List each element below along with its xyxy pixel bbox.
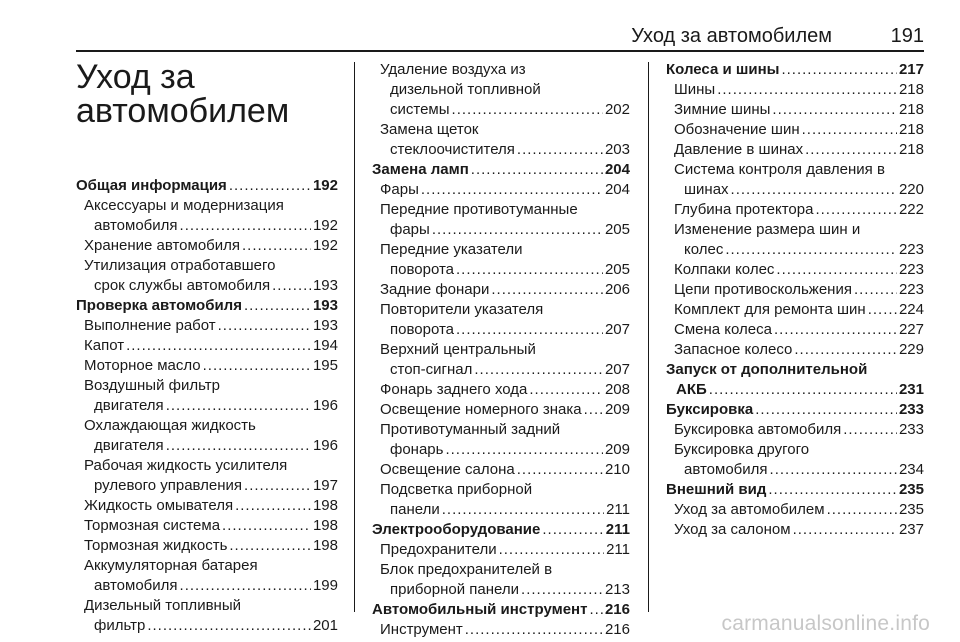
toc-entry-title-line: Тормозная система (84, 517, 221, 534)
dot-leader (854, 280, 897, 300)
toc-page-number: 204 (604, 161, 630, 178)
toc-subsection-entry[interactable] (666, 120, 924, 140)
toc-entry-title-line: Жидкость омывателя (84, 497, 234, 514)
toc-section-entry[interactable] (76, 296, 338, 316)
toc-entry-title-line: Глубина протектора (674, 201, 814, 218)
toc-subsection-entry[interactable] (76, 356, 338, 376)
header-section-title: Уход за автомобилем (631, 25, 832, 47)
dot-leader (126, 336, 311, 356)
chapter-title-line: автомобилем (76, 92, 290, 130)
toc-page-number: 216 (604, 621, 630, 638)
toc-subsection-entry[interactable] (666, 260, 924, 280)
toc-subsection-entry[interactable] (666, 100, 924, 120)
toc-entry-title-line: Выполнение работ (84, 317, 216, 334)
toc-section-entry[interactable] (666, 60, 924, 80)
toc-entry-title-line: Шины (674, 81, 716, 98)
dot-leader (445, 440, 603, 460)
toc-subsection-entry[interactable] (372, 460, 630, 480)
toc-subsection-entry[interactable] (666, 80, 924, 100)
toc-section-entry[interactable] (372, 160, 630, 180)
toc-page-number: 198 (312, 497, 338, 514)
toc-entry-title-line: Рабочая жидкость усилителя (84, 457, 288, 474)
toc-page-number: 211 (606, 541, 630, 558)
toc-subsection-entry[interactable] (372, 380, 630, 400)
dot-leader (456, 260, 603, 280)
dot-leader (776, 260, 897, 280)
toc-subsection-entry[interactable] (666, 280, 924, 300)
toc-entry-title-line: стоп-сигнал (390, 361, 473, 378)
dot-leader (793, 520, 897, 540)
toc-subsection-entry[interactable] (372, 60, 630, 120)
toc-entry-title-line: Буксировка (666, 401, 754, 418)
toc-entry-title-line: Верхний центральный (380, 341, 536, 358)
toc-entry-title-line: дизельной топливной (390, 81, 541, 98)
toc-page-number: 193 (312, 277, 338, 294)
toc-subsection-entry[interactable] (372, 280, 630, 300)
toc-list (76, 176, 338, 636)
toc-page-number: 235 (898, 481, 924, 498)
toc-entry-title-line: Дизельный топливный (84, 597, 241, 614)
toc-page-number: 194 (312, 337, 338, 354)
toc-entry-title-line: фонарь (390, 441, 444, 458)
toc-entry-title-line: двигателя (94, 397, 164, 414)
dot-leader (529, 380, 603, 400)
dot-leader (166, 396, 311, 416)
toc-entry-title-line: Воздушный фильтр (84, 377, 220, 394)
dot-leader (166, 436, 311, 456)
dot-leader (218, 316, 311, 336)
toc-subsection-entry[interactable] (76, 196, 338, 236)
dot-leader (781, 60, 897, 80)
toc-page-number: 213 (604, 581, 630, 598)
toc-entry-title-line: Система контроля давления в (674, 161, 885, 178)
toc-entry-title-line: панели (390, 501, 440, 518)
column-divider (354, 62, 355, 612)
dot-leader (774, 320, 897, 340)
toc-page-number: 237 (898, 521, 924, 538)
toc-page-number: 199 (312, 577, 338, 594)
toc-entry-title-line: Хранение автомобиля (84, 237, 241, 254)
dot-leader (768, 480, 897, 500)
toc-page-number: 220 (898, 181, 924, 198)
dot-leader (229, 536, 311, 556)
toc-section-entry[interactable] (666, 400, 924, 420)
toc-subsection-entry[interactable] (372, 400, 630, 420)
toc-entry-title-line: Обозначение шин (674, 121, 800, 138)
toc-entry-title-line: Цепи противоскольжения (674, 281, 852, 298)
toc-entry-title-line: Инструмент (380, 621, 463, 638)
toc-page-number: 211 (606, 501, 630, 518)
toc-subsection-entry[interactable] (76, 376, 338, 416)
toc-subsection-entry[interactable] (372, 540, 630, 560)
toc-page-number: 198 (312, 537, 338, 554)
chapter-title-line: Уход за (76, 58, 195, 96)
toc-page-number: 223 (898, 241, 924, 258)
toc-entry-title-line: двигателя (94, 437, 164, 454)
toc-subsection-entry[interactable] (372, 560, 630, 600)
toc-page-number: 196 (312, 397, 338, 414)
toc-section-entry[interactable] (666, 480, 924, 500)
toc-entry-title-line: Замена щеток (380, 121, 479, 138)
toc-page-number: 227 (898, 321, 924, 338)
toc-subsection-entry[interactable] (372, 480, 630, 520)
toc-entry-title-line: поворота (390, 261, 455, 278)
toc-page-number: 218 (898, 141, 924, 158)
toc-entry-title-line: Передние противотуманные (380, 201, 578, 218)
toc-subsection-entry[interactable] (666, 440, 924, 480)
toc-entry-title-line: рулевого управления (94, 477, 243, 494)
toc-subsection-entry[interactable] (372, 340, 630, 380)
toc-entry-title-line: Внешний вид (666, 481, 767, 498)
toc-column-1 (76, 60, 338, 636)
toc-page-number: 193 (312, 297, 338, 314)
toc-subsection-entry[interactable] (666, 160, 924, 200)
dot-leader (491, 280, 603, 300)
dot-leader (452, 100, 603, 120)
toc-entry-title-line: Фонарь заднего хода (380, 381, 528, 398)
toc-entry-title-line: Освещение номерного знака (380, 401, 582, 418)
toc-entry-title-line: приборной панели (390, 581, 520, 598)
toc-page-number: 217 (898, 61, 924, 78)
toc-page-number: 235 (898, 501, 924, 518)
toc-entry-title-line: Колпаки колес (674, 261, 775, 278)
toc-subsection-entry[interactable] (76, 556, 338, 596)
toc-page-number: 223 (898, 261, 924, 278)
toc-section-entry[interactable] (76, 176, 338, 196)
dot-leader (843, 420, 897, 440)
toc-entry-title-line: стеклоочистителя (390, 141, 515, 158)
toc-section-entry[interactable] (666, 360, 924, 400)
dot-leader (517, 140, 603, 160)
toc-entry-title-line: Освещение салона (380, 461, 515, 478)
toc-entry-title-line: фары (390, 221, 430, 238)
toc-subsection-entry[interactable] (666, 340, 924, 360)
toc-entry-title-line: Смена колеса (674, 321, 772, 338)
toc-entry-title-line: Удаление воздуха из (380, 61, 526, 78)
toc-entry-title-line: Уход за салоном (674, 521, 791, 538)
toc-page-number: 202 (604, 101, 630, 118)
dot-leader (815, 200, 897, 220)
dot-leader (180, 216, 311, 236)
toc-subsection-entry[interactable] (372, 240, 630, 280)
dot-leader (432, 220, 603, 240)
toc-page-number: 229 (898, 341, 924, 358)
toc-entry-title-line: Фары (380, 181, 419, 198)
toc-subsection-entry[interactable] (372, 200, 630, 240)
dot-leader (517, 460, 603, 480)
toc-entry-title-line: поворота (390, 321, 455, 338)
dot-leader (584, 400, 603, 420)
toc-entry-title-line: Буксировка другого (674, 441, 810, 458)
toc-page-number: 196 (312, 437, 338, 454)
toc-entry-title-line: Тормозная жидкость (84, 537, 228, 554)
toc-page-number: 207 (604, 361, 630, 378)
toc-entry-title-line: АКБ (676, 381, 707, 398)
toc-page-number: 222 (898, 201, 924, 218)
toc-entry-title-line: Общая информация (76, 177, 227, 194)
toc-column-2 (372, 60, 630, 640)
toc-page-number: 203 (604, 141, 630, 158)
toc-entry-title-line: шинах (684, 181, 729, 198)
dot-leader (770, 460, 897, 480)
toc-page-number: 224 (898, 301, 924, 318)
dot-leader (474, 360, 603, 380)
dot-leader (827, 500, 897, 520)
toc-page-number: 233 (898, 421, 924, 438)
dot-leader (542, 520, 603, 540)
toc-entry-title-line: Моторное масло (84, 357, 201, 374)
toc-subsection-entry[interactable] (76, 256, 338, 296)
toc-section-entry[interactable] (372, 520, 630, 540)
column-divider (648, 62, 649, 612)
toc-entry-title-line: автомобиля (684, 461, 768, 478)
toc-subsection-entry[interactable] (76, 496, 338, 516)
toc-entry-title-line: Подсветка приборной (380, 481, 533, 498)
toc-subsection-entry[interactable] (76, 336, 338, 356)
toc-entry-title-line: Передние указатели (380, 241, 523, 258)
toc-entry-title-line: Аксессуары и модернизация (84, 197, 284, 214)
toc-entry-title-line: Проверка автомобиля (76, 297, 242, 314)
running-header (76, 0, 924, 52)
toc-entry-title-line: Охлаждающая жидкость (84, 417, 256, 434)
toc-entry-title-line: Буксировка автомобиля (674, 421, 842, 438)
toc-entry-title-line: Зимние шины (674, 101, 771, 118)
dot-leader (272, 276, 311, 296)
toc-list (666, 60, 924, 540)
toc-subsection-entry[interactable] (372, 120, 630, 160)
toc-page-number: 197 (312, 477, 338, 494)
toc-subsection-entry[interactable] (76, 316, 338, 336)
toc-page-number: 218 (898, 121, 924, 138)
toc-subsection-entry[interactable] (666, 520, 924, 540)
toc-subsection-entry[interactable] (666, 140, 924, 160)
toc-entry-title-line: фильтр (94, 617, 146, 634)
toc-entry-title-line: Противотуманный задний (380, 421, 561, 438)
toc-subsection-entry[interactable] (372, 180, 630, 200)
toc-page-number: 218 (898, 81, 924, 98)
dot-leader (222, 516, 311, 536)
dot-leader (442, 500, 604, 520)
toc-section-entry[interactable] (372, 600, 630, 620)
toc-subsection-entry[interactable] (372, 300, 630, 340)
toc-entry-title-line: Замена ламп (372, 161, 469, 178)
toc-entry-title-line: Запуск от дополнительной (666, 361, 868, 378)
toc-column-3 (666, 60, 924, 540)
chapter-title (76, 60, 338, 176)
toc-entry-title-line: Комплект для ремонта шин (674, 301, 866, 318)
toc-entry-title-line: Утилизация отработавшего (84, 257, 276, 274)
toc-entry-title-line: Капот (84, 337, 125, 354)
dot-leader (717, 80, 897, 100)
toc-subsection-entry[interactable] (76, 596, 338, 636)
dot-leader (465, 620, 603, 640)
toc-page-number: 231 (898, 381, 924, 398)
toc-page-number: 207 (604, 321, 630, 338)
toc-entry-title-line: Колеса и шины (666, 61, 780, 78)
toc-page-number: 209 (604, 441, 630, 458)
toc-page-number: 195 (312, 357, 338, 374)
toc-subsection-entry[interactable] (666, 500, 924, 520)
toc-page-number: 198 (312, 517, 338, 534)
toc-subsection-entry[interactable] (666, 320, 924, 340)
toc-page-number: 192 (312, 217, 338, 234)
toc-entry-title-line: Повторители указателя (380, 301, 544, 318)
toc-page-number: 192 (312, 177, 338, 194)
toc-entry-title-line: Автомобильный инструмент (372, 601, 588, 618)
toc-page-number: 216 (604, 601, 630, 618)
toc-entry-title-line: срок службы автомобиля (94, 277, 271, 294)
toc-page-number: 211 (605, 521, 630, 538)
dot-leader (772, 100, 897, 120)
dot-leader (421, 180, 603, 200)
dot-leader (180, 576, 311, 596)
dot-leader (203, 356, 311, 376)
toc-subsection-entry[interactable] (372, 620, 630, 640)
toc-page-number: 210 (604, 461, 630, 478)
dot-leader (471, 160, 603, 180)
toc-entry-title-line: Давление в шинах (674, 141, 804, 158)
toc-page-number: 218 (898, 101, 924, 118)
dot-leader (709, 380, 897, 400)
toc-entry-title-line: Задние фонари (380, 281, 490, 298)
toc-entry-title-line: Предохранители (380, 541, 497, 558)
toc-entry-title-line: Изменение размера шин и (674, 221, 861, 238)
toc-entry-title-line: Электрооборудование (372, 521, 541, 538)
dot-leader (521, 580, 603, 600)
toc-page-number: 205 (604, 221, 630, 238)
toc-page-number: 206 (604, 281, 630, 298)
toc-page-number: 234 (898, 461, 924, 478)
toc-subsection-entry[interactable] (76, 236, 338, 256)
dot-leader (868, 300, 897, 320)
toc-subsection-entry[interactable] (666, 200, 924, 220)
toc-subsection-entry[interactable] (666, 300, 924, 320)
toc-entry-title-line: Уход за автомобилем (674, 501, 825, 518)
toc-entry-title-line: автомобиля (94, 217, 178, 234)
dot-leader (794, 340, 897, 360)
dot-leader (725, 240, 897, 260)
toc-list (372, 60, 630, 640)
toc-subsection-entry[interactable] (76, 516, 338, 536)
dot-leader (805, 140, 897, 160)
toc-subsection-entry[interactable] (76, 416, 338, 456)
toc-entry-title-line: колес (684, 241, 724, 258)
toc-page-number: 233 (898, 401, 924, 418)
dot-leader (242, 236, 311, 256)
dot-leader (244, 296, 311, 316)
toc-page-number: 205 (604, 261, 630, 278)
dot-leader (731, 180, 897, 200)
dot-leader (589, 600, 603, 620)
dot-leader (499, 540, 604, 560)
watermark: carmanualsonline.info (721, 612, 930, 635)
toc-subsection-entry[interactable] (76, 456, 338, 496)
toc-subsection-entry[interactable] (666, 220, 924, 260)
toc-entry-title-line: автомобиля (94, 577, 178, 594)
header-page-number: 191 (890, 25, 924, 47)
toc-page-number: 209 (604, 401, 630, 418)
dot-leader (802, 120, 897, 140)
toc-page-number: 208 (604, 381, 630, 398)
dot-leader (456, 320, 603, 340)
toc-page-number: 204 (604, 181, 630, 198)
dot-leader (755, 400, 897, 420)
toc-page-number: 193 (312, 317, 338, 334)
toc-entry-title-line: Аккумуляторная батарея (84, 557, 258, 574)
toc-subsection-entry[interactable] (666, 420, 924, 440)
dot-leader (235, 496, 311, 516)
toc-page-number: 192 (312, 237, 338, 254)
toc-page-number: 201 (312, 617, 338, 634)
dot-leader (229, 176, 311, 196)
toc-subsection-entry[interactable] (372, 420, 630, 460)
toc-entry-title-line: Блок предохранителей в (380, 561, 553, 578)
toc-subsection-entry[interactable] (76, 536, 338, 556)
dot-leader (244, 476, 311, 496)
toc-page-number: 223 (898, 281, 924, 298)
dot-leader (147, 616, 311, 636)
toc-entry-title-line: системы (390, 101, 450, 118)
toc-entry-title-line: Запасное колесо (674, 341, 793, 358)
